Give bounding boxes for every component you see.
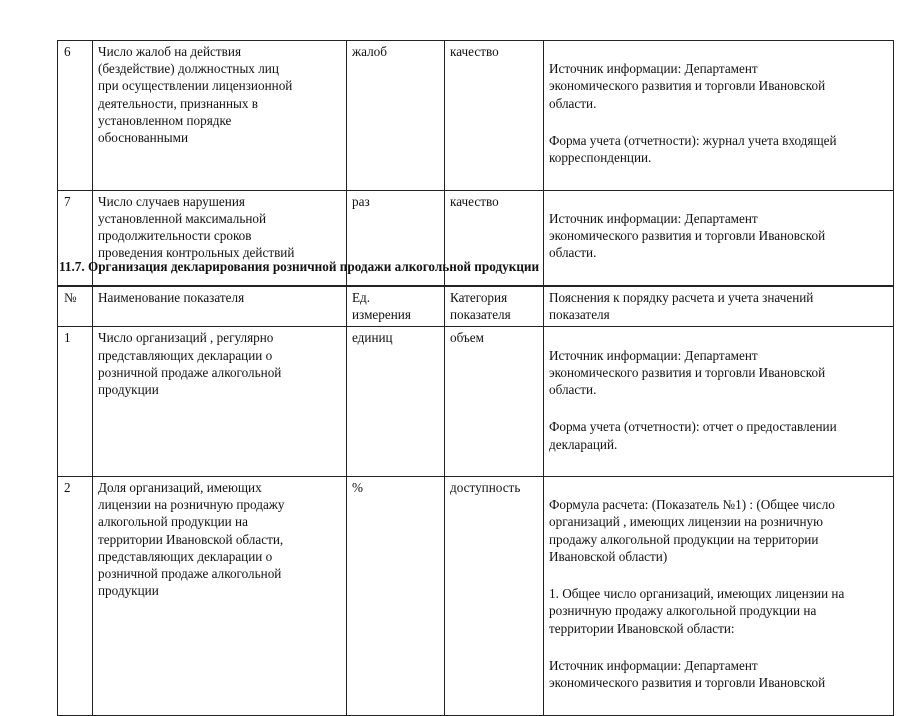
- notes-paragraph: Форма учета (отчетности): отчет о предоставлении деклараций.: [549, 419, 837, 452]
- indicator-category: доступность: [445, 477, 544, 716]
- indicator-name: Число жалоб на действия (бездействие) должностных лиц при осуществлении лицензионной деятельности, признанных в установленном порядке обоснованными: [93, 41, 347, 191]
- table-row: [58, 327, 894, 477]
- header-unit: Ед. измерения: [347, 287, 445, 327]
- unit-of-measure: раз: [347, 190, 445, 285]
- header-category: Категория показателя: [445, 287, 544, 327]
- indicators-table-continued: [57, 40, 894, 286]
- row-number: 6: [58, 41, 93, 191]
- table-header-row: [58, 287, 894, 327]
- header-name: Наименование показателя: [93, 287, 347, 327]
- calculation-notes: [544, 477, 894, 716]
- notes-paragraph: Форма учета (отчетности): журнал учета входящей корреспонденции.: [549, 133, 837, 166]
- declaration-indicators-table: [57, 286, 894, 716]
- header-notes: Пояснения к порядку расчета и учета значений показателя: [544, 287, 894, 327]
- unit-of-measure: жалоб: [347, 41, 445, 191]
- indicator-name: Доля организаций, имеющих лицензии на розничную продажу алкогольной продукции на территории Ивановской области, представляющих декларации о розничной продаже алкогольной продукции: [93, 477, 347, 716]
- indicator-category: качество: [445, 41, 544, 191]
- calculation-notes: [544, 327, 894, 477]
- notes-paragraph: Источник информации: Департамент экономического развития и торговли Ивановской области.: [549, 61, 826, 111]
- table-row: [58, 477, 894, 716]
- calculation-notes: [544, 41, 894, 191]
- notes-paragraph: 1. Общее число организаций, имеющих лицензии на розничную продажу алкогольной продукции на территории Ивановской области:: [549, 586, 845, 636]
- unit-of-measure: единиц: [347, 327, 445, 477]
- row-number: 1: [58, 327, 93, 477]
- row-number: 7: [58, 190, 93, 285]
- indicator-category: качество: [445, 190, 544, 285]
- indicator-category: объем: [445, 327, 544, 477]
- notes-paragraph: Источник информации: Департамент экономического развития и торговли Ивановской области.: [549, 210, 826, 261]
- unit-of-measure: %: [347, 477, 445, 716]
- row-number: 2: [58, 477, 93, 716]
- table-row: [58, 41, 894, 191]
- notes-paragraph: Источник информации: Департамент экономического развития и торговли Ивановской: [549, 658, 826, 691]
- indicator-name: Число организаций , регулярно представляющих декларации о розничной продаже алкогольной продукции: [93, 327, 347, 477]
- header-number: №: [58, 287, 93, 327]
- notes-paragraph: Источник информации: Департамент экономического развития и торговли Ивановской области.: [549, 347, 826, 398]
- calculation-notes: [544, 190, 894, 285]
- section-heading: 11.7. Организация декларирования розничной продажи алкогольной продукции: [59, 259, 540, 274]
- notes-paragraph: Формула расчета: (Показатель №1) : (Общее число организаций , имеющих лицензии на розничную продажу алкогольной продукции на территории Ивановской области): [549, 497, 835, 564]
- indicator-name: Число случаев нарушения установленной максимальной продолжительности сроков проведения контрольных действий: [93, 190, 347, 285]
